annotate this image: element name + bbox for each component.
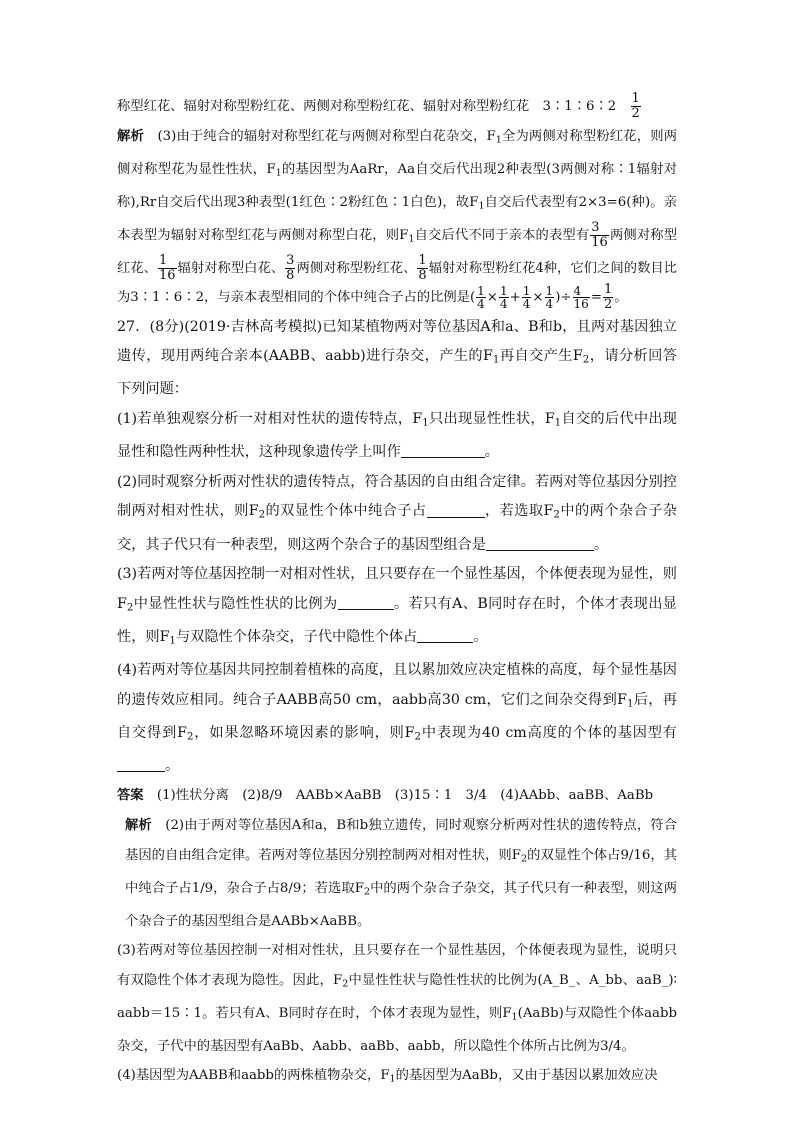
answer-blank[interactable] <box>401 443 485 458</box>
answer-label: 答案 <box>117 788 144 804</box>
explanation-label: 解析 <box>117 128 144 144</box>
explanation-q27-part-2: 解析 (2)由于两对等位基因A和a，B和b独立遗传，同时观察分析两对性状的遗传特点，符合基因的自由组合定律。若两对等位基因分别控制两对相对性状，则$F_2$的双显性个体占9/16，其中纯合子占1/9，杂合子占8/9；若选取$F_2$中的两个杂合子杂交，其子代只有一种表型，则这两个杂合子的基因型组合是AABb×AaBB。 <box>125 818 678 929</box>
fraction: $\frac{1}{8}$ <box>418 252 427 283</box>
fraction: $\frac{3}{8}$ <box>286 252 295 283</box>
answer-blank[interactable] <box>486 535 594 550</box>
answer-blank[interactable] <box>427 502 485 517</box>
fraction: $\frac{1}{2}$ <box>631 91 640 121</box>
explanation-q26: 解析 (3)由于纯合的辐射对称型红花与两侧对称型白花杂交，$F_1$全为两侧对称型粉红花，则两侧对称型花为显性性状，$F_1$的基因型为AaRr，Aa自交后代出现2种表型(3两侧对称∶1辐射对称),Rr自交后代出现3种表型(1红色∶2粉红色∶1白色)，故$F_1$自交后代表型有2×3=6(种)。亲本表型为辐射对称型红花与两侧对称型白花，则$F_1$自交后代不同于亲本的表型有 $\frac{3}{16}$ 两侧对称型红花、 $\frac{1}{16}$ 辐射对称型白花、 $\frac{3}{8}$ 两侧对称型粉红花、 $\frac{1}{8}$ 辐射对称型粉红花4种，它们之间的数目比为3∶1∶6∶2，与亲本表型相同的个体中纯合子占的比例是( $\frac{1}{4}$ × $\frac{1}{4}$ + $\frac{1}{4}$ × $\frac{1}{4}$ )÷ $\frac{4}{16}$ = $\frac{1}{2}$ 。 <box>117 128 678 313</box>
fraction: $\frac{1}{4}$ <box>545 283 554 312</box>
fraction: $\frac{1}{4}$ <box>522 283 531 312</box>
explanation-q27-part-4: (4)基因型为AABB和aabb的两株植物杂交，$F_1$的基因型为AaBb，又由于基因以累加效应决 <box>117 1068 658 1085</box>
answer-line: 答案 (1)性状分离 (2)8/9 AABb×AaBB (3)15∶1 3/4 (4)AAbb、aaBB、AaBb <box>117 788 654 804</box>
explanation-q27-part-3: (3)若两对等位基因控制一对相对性状，且只要存在一个显性基因，个体便表现为显性，说明只有双隐性个体才表现为隐性。因此，$F_2$中显性性状与隐性性状的比例为(A_B_、A_bb、aaB_)∶aabb＝15∶1。若只有A、B同时存在时，个体才表现为显性，则$F_1(AaBb)$与双隐性个体aabb杂交，子代中的基因型有AaBb、Aabb、aaBb、aabb，所以隐性个体所占比例为3/4。 <box>117 943 677 1054</box>
question-27-part-3: (3)若两对等位基因控制一对相对性状，且只要存在一个显性基因，个体便表现为显性，则$F_2$中显性性状与隐性性状的比例为 。若只有A、B同时存在时，个体才表现出显性，则$F_1$与双隐性个体杂交，子代中隐性个体占 。 <box>117 566 677 647</box>
answer-blank[interactable] <box>417 628 473 643</box>
question-27-part-1: (1)若单独观察分析一对相对性状的遗传特点，$F_1$只出现显性性状，$F_1$自交的后代中出现显性和隐性两种性状，这种现象遗传学上叫作 。 <box>117 411 677 461</box>
explanation-label: 解析 <box>125 818 152 834</box>
document-page <box>117 92 677 1094</box>
fraction: $\frac{1}{2}$ <box>603 282 613 313</box>
fraction: $\frac{1}{4}$ <box>477 283 485 312</box>
question-27-part-4: (4)若两对等位基因共同控制着植株的高度，且以累加效应决定植株的高度，每个显性基因的遗传效应相同。纯合子AABB高50 cm，aabb高30 cm，它们之间杂交得到$F_1$后，再自交得到$F_2$，如果忽略环境因素的影响，则$F_2$中表现为40 cm高度的个体的基因型有。 <box>117 661 677 774</box>
fraction: $\frac{3}{16}$ <box>591 219 608 250</box>
continued-answer-line: 称型红花、辐射对称型粉红花、两侧对称型粉红花、辐射对称型粉红花 3∶1∶6∶2 $\frac{1}{2}$ <box>117 91 640 121</box>
question-27-stem: 27．(8分)(2019·吉林高考模拟)已知某植物两对等位基因A和a、B和b，且两对基因独立遗传，现用两纯合亲本(AABB、aabb)进行杂交，产生的$F_1$再自交产生$F_2$，请分析回答下列问题： <box>117 318 677 398</box>
fraction: $\frac{1}{16}$ <box>158 252 176 283</box>
question-27-part-2: (2)同时观察分析两对性状的遗传特点，符合基因的自由组合定律。若两对等位基因分别控制两对相对性状，则$F_2$的双显性个体中纯合子占 ，若选取$F_2$中的两个杂合子杂交，其子代只有一种表型，则这两个杂合子的基因型组合是 。 <box>117 473 677 553</box>
answer-blank[interactable] <box>338 595 394 610</box>
answer-blank[interactable] <box>117 757 165 772</box>
fraction: $\frac{4}{16}$ <box>573 283 589 312</box>
fraction: $\frac{1}{4}$ <box>499 283 508 312</box>
